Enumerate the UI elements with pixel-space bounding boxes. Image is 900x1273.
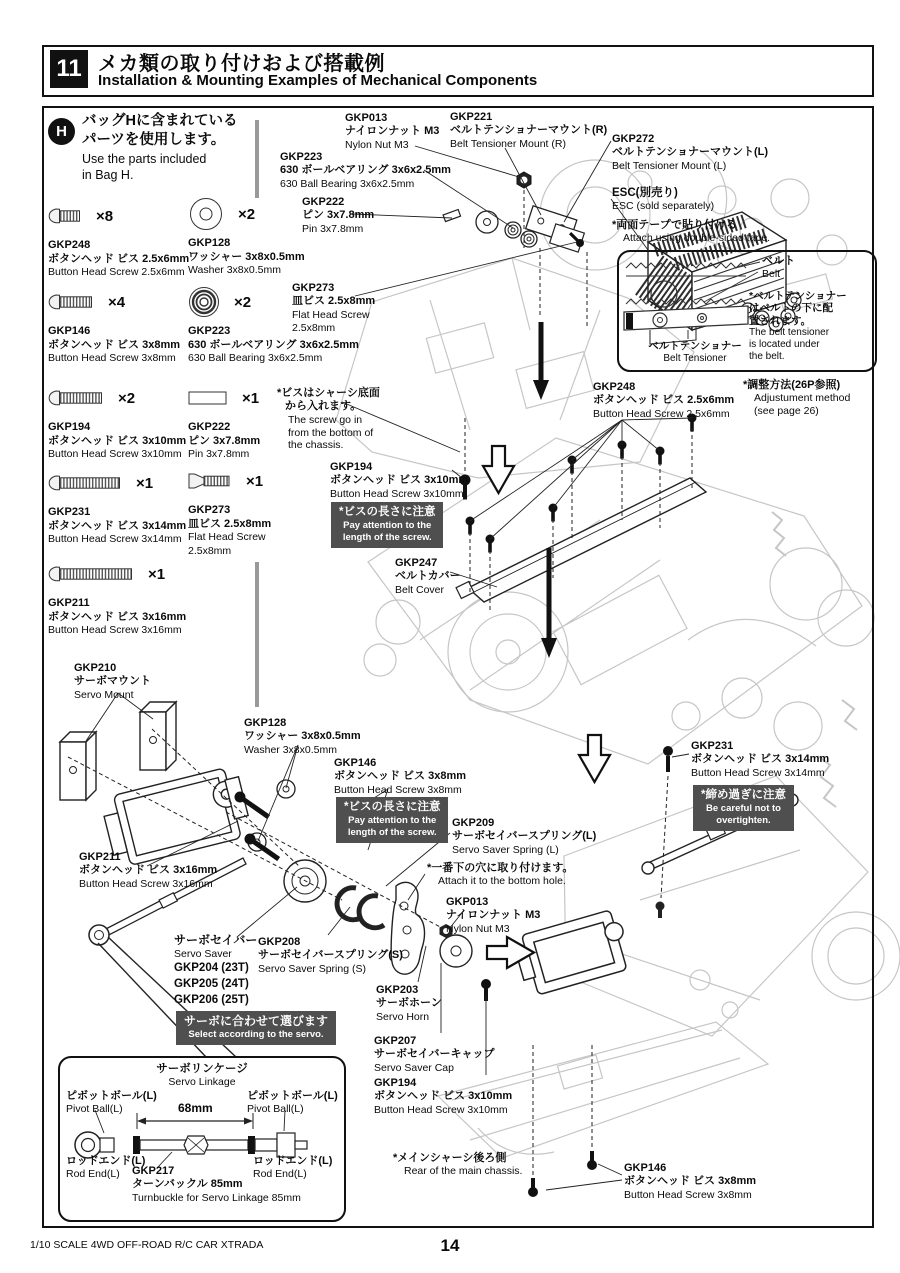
tensioner-belt-label: ベルト Belt: [762, 255, 795, 281]
note-bottom-screw: *ビスはシャーシ底面 から入れます。 The screw go in from the bottom of the chassis.: [277, 387, 380, 452]
callout-gkp194-mid: GKP194 ボタンヘッド ビス 3x10mm Button Head Screw 3x10mm: [330, 461, 469, 500]
note-bottom-hole: *一番下の穴に取り付けます。 Attach it to the bottom hole.: [427, 862, 574, 888]
note-double-sided-tape: *両面テープで貼り付ける Attach using double-sided tape.: [612, 219, 771, 245]
flat-head-screw-icon: [188, 473, 232, 489]
ball-bearing-icon: [188, 286, 220, 318]
linkage-turnbuckle: GKP217 ターンバックル 85mm Turnbuckle for Servo Linkage 85mm: [132, 1165, 301, 1204]
callout-gkp208: GKP208 サーボセイバースプリング(S) Servo Saver Spring (S): [258, 936, 403, 975]
callout-gkp247: GKP247 ベルトカバー Belt Cover: [395, 557, 461, 596]
callout-gkp210: GKP210 サーボマウント Servo Mount: [74, 662, 151, 701]
footer-text: 1/10 SCALE 4WD OFF-ROAD R/C CAR XTRADA: [30, 1239, 264, 1251]
callout-gkp194-bot: GKP194 ボタンヘッド ビス 3x10mm Button Head Screw 3x10mm: [374, 1077, 513, 1116]
part-item-gkp222: ×1 GKP222 ピン 3x7.8mm Pin 3x7.8mm: [188, 389, 261, 460]
part-item-gkp128: ×2 GKP128 ワッシャー 3x8x0.5mm Washer 3x8x0.5mm: [188, 196, 305, 278]
washer-icon: [188, 196, 224, 232]
warnbox-select-servo: サーボに合わせて選びます Select according to the servo.: [176, 1011, 336, 1045]
callout-gkp013-bot: GKP013 ナイロンナット M3 Nylon Nut M3: [446, 896, 541, 935]
callout-gkp231-bot: GKP231 ボタンヘッド ビス 3x14mm Button Head Screw 3x14mm: [691, 740, 830, 779]
bag-note-jp: バッグHに含まれている パーツを使用します。: [82, 113, 238, 148]
callout-servo-saver: サーボセイバー Servo Saver GKP204 (23T) GKP205 (24T) GKP206 (25T): [174, 933, 258, 1007]
warnbox-screw-length-1: *ビスの長さに注意 Pay attention to the length of the screw.: [331, 502, 443, 548]
bag-note-en: Use the parts included in Bag H.: [82, 152, 207, 182]
callout-gkp207: GKP207 サーボセイバーキャップ Servo Saver Cap: [374, 1035, 495, 1074]
button-head-screw-icon: [48, 208, 82, 224]
linkage-pivot-right: ピボットボール(L) Pivot Ball(L): [247, 1090, 338, 1116]
callout-gkp272: GKP272 ベルトテンショナーマウント(L) Belt Tensioner Mount (L): [612, 133, 768, 172]
part-item-gkp194: ×2 GKP194 ボタンヘッド ビス 3x10mm Button Head Screw 3x10mm: [48, 389, 187, 460]
tensioner-note: *ベルトテンショナー はベルトの下に配 置されます。 The belt tensioner is located under the belt.: [749, 290, 847, 362]
page-title-jp: メカ類の取り付けおよび搭載例: [98, 53, 385, 75]
callout-gkp203: GKP203 サーボホーン Servo Horn: [376, 984, 442, 1023]
part-item-gkp231: ×1 GKP231 ボタンヘッド ビス 3x14mm Button Head Screw 3x14mm: [48, 474, 187, 545]
linkage-rodend-right: ロッドエンド(L) Rod End(L): [253, 1155, 333, 1181]
part-item-gkp273: ×1 GKP273 皿ビス 2.5x8mm Flat Head Screw 2.5x8mm: [188, 472, 272, 557]
button-head-screw-icon: [48, 390, 104, 406]
callout-gkp146-bot: GKP146 ボタンヘッド ビス 3x8mm Button Head Screw 3x8mm: [624, 1162, 757, 1201]
linkage-pivot-left: ピボットボール(L) Pivot Ball(L): [66, 1090, 157, 1116]
bag-badge: H: [48, 118, 75, 145]
linkage-dimension: 68mm: [178, 1101, 213, 1115]
warnbox-screw-length-2: *ビスの長さに注意 Pay attention to the length of the screw.: [336, 797, 448, 843]
section-divider-bottom: [255, 562, 259, 707]
linkage-title: サーボリンケージ Servo Linkage: [156, 1063, 248, 1089]
part-item-gkp248: ×8 GKP248 ボタンヘッド ビス 2.5x6mm Button Head Screw 2.5x6mm: [48, 207, 190, 278]
note-adjustment: *調整方法(26P参照) Adjustument method (see page 26): [743, 379, 851, 418]
button-head-screw-icon: [48, 294, 94, 310]
section-divider-top: [255, 120, 259, 198]
callout-gkp222: GKP222 ピン 3x7.8mm Pin 3x7.8mm: [302, 196, 375, 235]
callout-gkp248: GKP248 ボタンヘッド ビス 2.5x6mm Button Head Screw 2.5x6mm: [593, 381, 735, 420]
page-title-en: Installation & Mounting Examples of Mechanical Components: [98, 72, 538, 89]
callout-gkp273: GKP273 皿ビス 2.5x8mm Flat Head Screw 2.5x8mm: [292, 282, 376, 334]
callout-gkp146-mid: GKP146 ボタンヘッド ビス 3x8mm Button Head Screw 3x8mm: [334, 757, 467, 796]
button-head-screw-icon: [48, 475, 122, 491]
pin-icon: [188, 391, 228, 405]
callout-gkp211-bot: GKP211 ボタンヘッド ビス 3x16mm Button Head Screw 3x16mm: [79, 851, 218, 890]
linkage-rodend-left: ロッドエンド(L) Rod End(L): [66, 1155, 146, 1181]
note-rear-chassis: *メインシャーシ後ろ側 Rear of the main chassis.: [393, 1152, 523, 1178]
part-item-gkp211: ×1 GKP211 ボタンヘッド ビス 3x16mm Button Head Screw 3x16mm: [48, 565, 187, 636]
callout-gkp128-mid: GKP128 ワッシャー 3x8x0.5mm Washer 3x8x0.5mm: [244, 717, 361, 756]
part-item-gkp223: ×2 GKP223 630 ボールベアリング 3x6x2.5mm 630 Ball Bearing 3x6x2.5mm: [188, 284, 359, 366]
warnbox-overtighten: *締め過ぎに注意 Be careful not to overtighten.: [693, 785, 794, 831]
page-number: 14: [440, 1236, 460, 1255]
tensioner-label: ベルトテンショナー Belt Tensioner: [648, 340, 742, 364]
callout-esc: ESC(別売り) ESC (sold separately): [612, 187, 715, 213]
callout-gkp223: GKP223 630 ボールベアリング 3x6x2.5mm 630 Ball Bearing 3x6x2.5mm: [280, 151, 451, 190]
callout-gkp013-top: GKP013 ナイロンナット M3 Nylon Nut M3: [345, 112, 440, 151]
callout-gkp209: GKP209 サーボセイバースプリング(L) Servo Saver Spring (L): [452, 817, 597, 856]
callout-gkp221: GKP221 ベルトテンショナーマウント(R) Belt Tensioner Mount (R): [450, 111, 608, 150]
step-number-badge: 11: [50, 50, 88, 88]
part-item-gkp146: ×4 GKP146 ボタンヘッド ビス 3x8mm Button Head Screw 3x8mm: [48, 293, 181, 364]
button-head-screw-icon: [48, 566, 134, 582]
